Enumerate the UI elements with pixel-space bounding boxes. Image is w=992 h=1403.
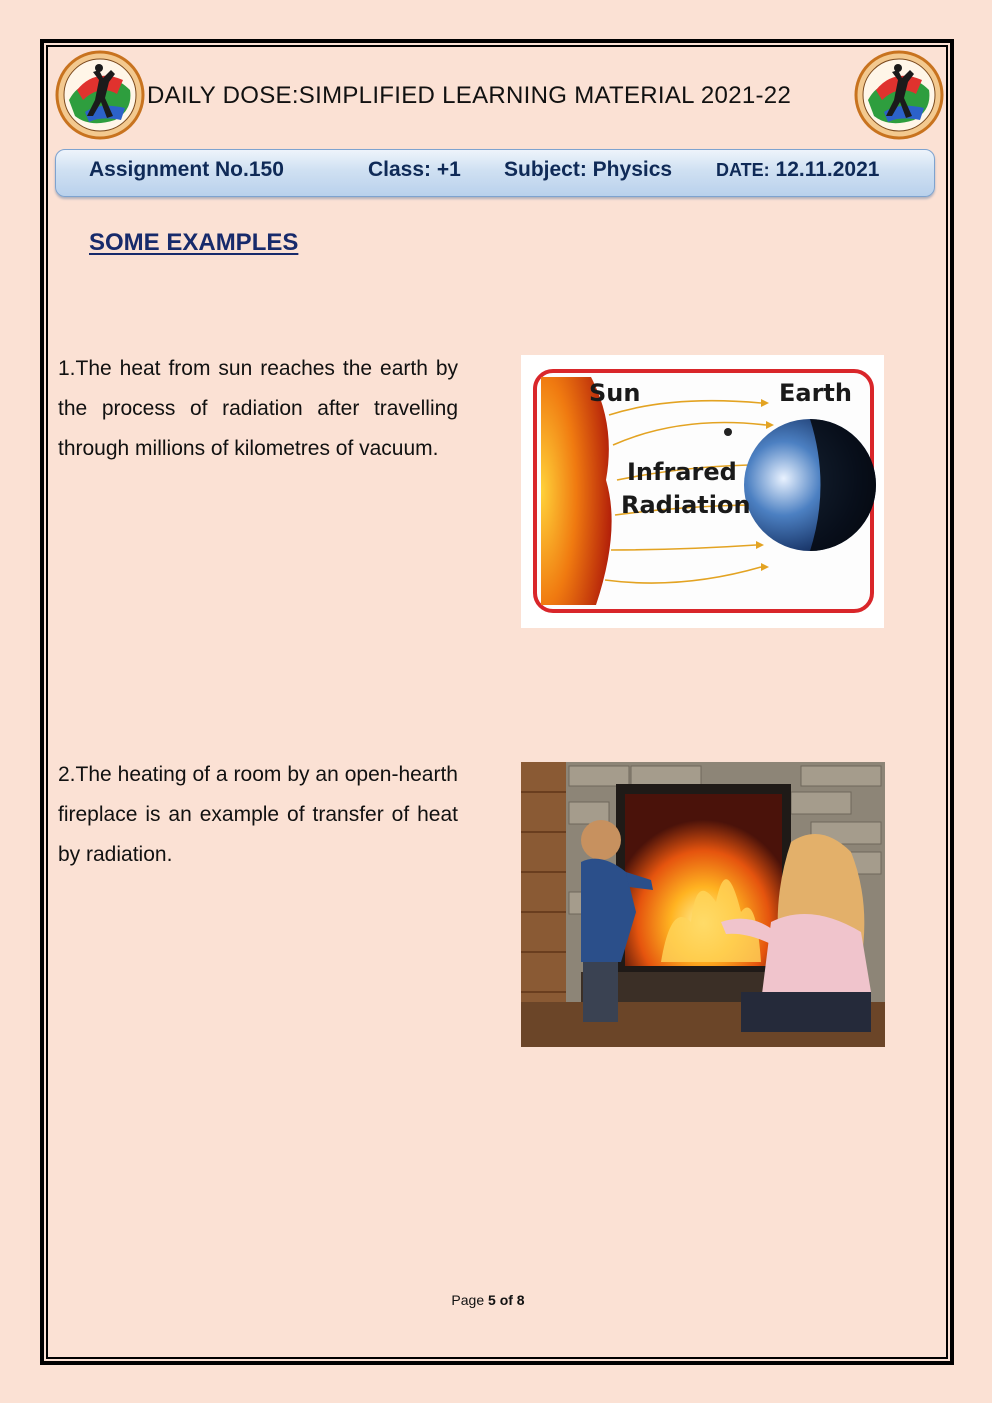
- date-value: 12.11.2021: [775, 158, 880, 181]
- earth-label: Earth: [779, 379, 852, 407]
- page-word: Page: [451, 1292, 485, 1308]
- school-emblem-icon: [854, 50, 944, 140]
- school-emblem-icon: [55, 50, 145, 140]
- page-title: DAILY DOSE:SIMPLIFIED LEARNING MATERIAL 2021-22: [147, 82, 792, 109]
- infrared-label: Infrared: [627, 458, 737, 486]
- fireplace-photo: [521, 762, 885, 1047]
- page-number-footer: [0, 1292, 976, 1308]
- example-paragraph: 2.The heating of a room by an open-hearth fireplace is an example of transfer of heat by radiation.: [58, 763, 458, 866]
- assignment-number: Assignment No.150: [89, 158, 284, 181]
- page-of-word: of: [499, 1292, 513, 1308]
- page-current: 5: [488, 1292, 496, 1308]
- radiation-label: Radiation: [621, 491, 751, 519]
- date-label: [716, 158, 879, 182]
- example-paragraph: 1.The heat from sun reaches the earth by the process of radiation after travelling through millions of kilometres of vacuum.: [58, 357, 458, 460]
- subject-label: Subject: Physics: [504, 158, 673, 181]
- class-label: Class: +1: [368, 158, 461, 181]
- section-heading: SOME EXAMPLES: [89, 229, 299, 256]
- sun-earth-radiation-illustration: [521, 355, 884, 628]
- sun-label: Sun: [589, 379, 641, 407]
- date-label-text: DATE:: [716, 160, 770, 180]
- page-total: 8: [516, 1292, 525, 1308]
- sun-icon: [541, 377, 612, 605]
